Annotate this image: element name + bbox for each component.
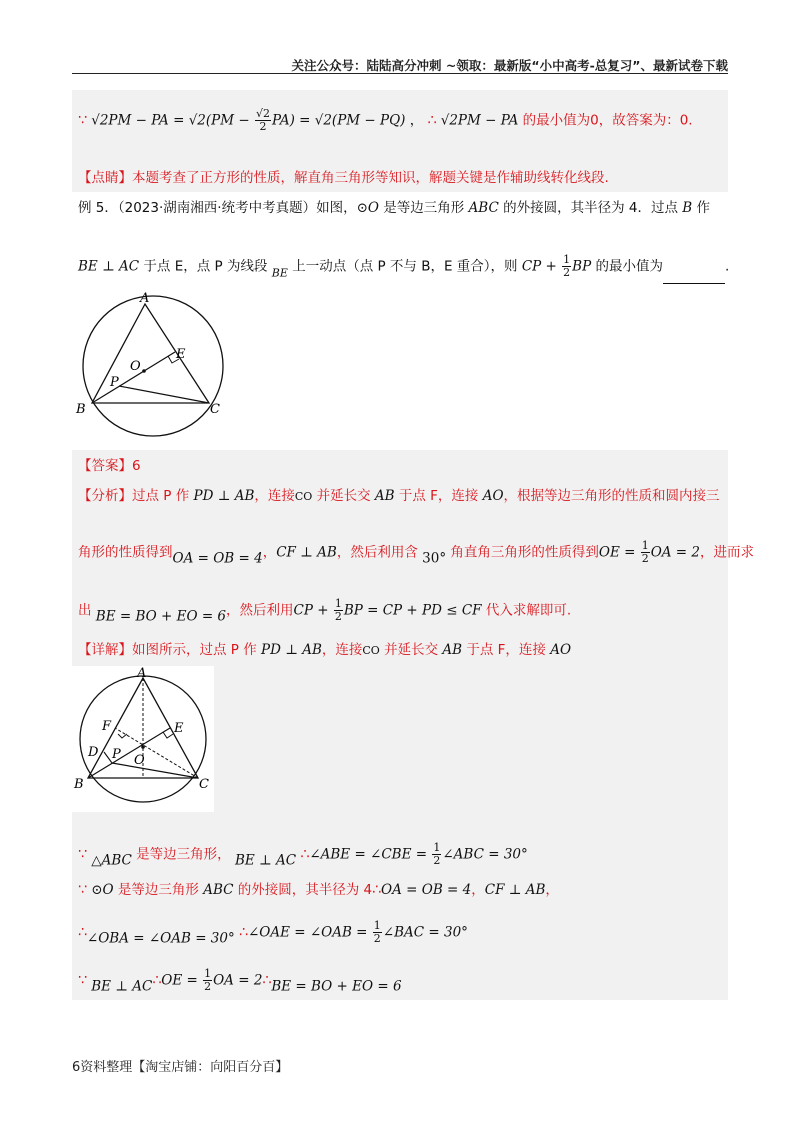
math: BE = BO + EO = 6 [271,978,402,995]
problem-line-2 [78,254,729,284]
expression: √2PM − PA [440,112,519,129]
analysis-text: 并延长交 [312,488,375,504]
detail-tag: 【详解】 [78,642,132,658]
equation-part: √2PM − PA = √2(PM − [91,112,254,129]
therefore-symbol: ∴ [262,972,272,989]
label-D: D [88,745,99,760]
math: OA = OB = 4 [381,882,472,898]
label-F: F [102,719,112,734]
analysis-text: ，根据等边三角形的性质和圆内接三 [503,488,720,504]
point-b: B [682,200,693,216]
analysis-text: 于点 F，连接 [394,488,483,504]
math: CF ⊥ AB [484,882,546,898]
math: BP = CP + PD ≤ CF [343,602,482,619]
label-B: B [74,777,84,792]
analysis-line-1 [78,486,720,507]
math: OA = 2 [650,544,701,561]
comment-text: 本题考查了正方形的性质，解直角三角形等知识，解题关键是作辅助线转化线段. [132,170,609,186]
analysis-text: ，然后利用含 [336,544,423,561]
step-text: 的外接圆，其半径为 4 [233,882,373,898]
center-dot [142,369,146,373]
fraction-den: 2 [259,120,267,133]
analysis-text: ，然后利用 [226,602,294,619]
problem-line-1 [78,198,710,218]
expr-bp: BP [572,258,592,275]
answer-value: 6 [132,458,141,474]
fraction-num: 1 [563,253,571,266]
step-text: ， [471,882,485,898]
fraction [203,968,212,993]
step-text: 是等边三角形， [131,846,231,863]
fraction-den: 2 [641,552,649,565]
detail-text: 并延长交 [379,642,443,658]
label-P: P [112,747,121,762]
step-text: 是等边三角形 [113,882,204,898]
analysis-line-2 [78,540,754,569]
label-A: A [140,291,150,306]
therefore-symbol: ∴ [239,924,248,941]
problem-text: 于点 E，点 P 为线段 [139,258,272,275]
problem-text: 的外接圆，其半径为 4．过点 [498,200,683,216]
fraction-num: 1 [204,967,212,980]
fraction-half [562,254,571,279]
math: △ABC [91,852,132,869]
therefore-symbol: ∴ [78,924,87,941]
problem-text: 的最小值为 [591,258,663,275]
label-O: O [134,753,145,768]
therefore-symbol: ∴ [427,112,437,129]
comment-line [78,168,609,188]
step-1 [78,842,528,871]
answer-tag: 【答案】 [78,458,132,474]
fraction [432,842,441,867]
right-angle-mark [118,734,127,738]
detail-text: ，连接 [321,642,363,658]
therefore-symbol: ∴ [372,882,382,898]
conclusion-text: 的最小值为0，故答案为：0. [522,112,693,129]
analysis-text: ，连接 [254,488,295,504]
math: ∠ABC = 30° [442,846,528,863]
label-C: C [210,402,220,417]
segment-pc [112,763,198,778]
step-2 [78,880,559,900]
step-text: ， [545,882,559,898]
perp-be-ac: BE ⊥ AC [78,258,140,275]
fraction-den: 2 [433,854,441,867]
analysis-text: 角直角三角形的性质得到 [446,544,599,561]
label-E: E [176,347,186,362]
analysis-text: 角形的性质得到 [78,544,173,561]
analysis-tag: 【分析】 [78,488,132,504]
math: AB [442,642,463,658]
fraction-num: √2 [255,107,270,120]
math: OE = [598,544,640,561]
math: CO [362,644,380,657]
because-symbol: ∵ [78,882,87,898]
answer-line [78,456,141,476]
label-P: P [110,375,119,390]
math: ∠OAE = ∠OAB = [247,924,372,941]
because-symbol: ∵ [78,972,87,989]
math: ⊙O [91,882,114,898]
math: ∠ABE = ∠CBE = [309,846,432,863]
analysis-text: ， [262,544,277,561]
problem-label: 例 5．（2023·湖南湘西·统考中考真题）如图， [78,200,357,216]
detail-text: 如图所示，过点 P 作 [132,642,262,658]
page-footer [72,1056,288,1075]
math: ABC [203,882,234,898]
header-divider [72,73,728,74]
fraction-den: 2 [204,980,212,993]
math: CF ⊥ AB [276,544,337,561]
math: ∠BAC = 30° [382,924,468,941]
math: PD ⊥ AB [261,642,322,658]
comment-tag: 【点睛】 [78,170,132,186]
page-header: 关注公众号：陆陆高分冲刺 ~领取：最新版“小中高考-总复习”、最新试卷下载 [291,58,728,73]
expr-cp: CP + [521,258,562,275]
center-dot [141,745,145,749]
math: OA = OB = 4 [172,550,263,567]
label-E: E [174,721,184,736]
therefore-symbol: ∴ [300,846,310,863]
math: AO [550,642,572,658]
step-3 [78,920,468,949]
math: OA = 2 [213,972,263,989]
fraction [641,540,650,565]
figure-2-construction [72,666,214,812]
label-B: B [76,402,86,417]
analysis-line-3 [78,598,571,627]
figure-1-circle-triangle [72,290,232,440]
math: AO [482,488,504,504]
right-angle-mark [163,732,173,738]
circle-o: ⊙O [356,200,379,216]
analysis-text: ，进而求 [700,544,755,561]
math: 30° [422,550,447,567]
fraction [334,598,343,623]
analysis-text: 代入求解即可. [481,602,572,619]
fraction-num: 1 [433,841,441,854]
problem-text: 上一动点（点 P 不与 B，E 重合），则 [287,258,522,275]
because-symbol: ∵ [78,846,87,863]
math: CO [294,490,313,503]
segment-pc [119,386,209,403]
triangle-abc: ABC [468,200,499,216]
fraction [373,920,382,945]
fraction-den: 2 [334,610,342,623]
footer-text: 资料整理【淘宝店铺：向阳百分百】 [80,1060,289,1075]
problem-text: 是等边三角形 [378,200,469,216]
problem-text: 作 [692,200,710,216]
page-number: 6 [72,1060,81,1075]
fraction-den: 2 [563,266,571,279]
label-A: A [137,666,147,681]
math: BE ⊥ AC [91,978,153,995]
therefore-symbol: ∴ [152,972,162,989]
math: BE ⊥ AC [234,852,297,869]
period: . [724,258,730,275]
math: BE = BO + EO = 6 [95,608,227,625]
detail-line [78,640,571,661]
equation-part: PA) = √2(PM − PQ) [271,112,406,129]
math: PD ⊥ AB [193,488,255,504]
step-4 [78,968,402,997]
label-C: C [199,777,209,792]
fraction-num: 1 [373,919,381,932]
answer-blank [663,269,725,284]
fraction [255,108,271,133]
top-solution-line [78,108,693,133]
math: CP + [293,602,333,619]
label-O: O [130,359,141,374]
segment-pd [104,752,112,763]
math: OE = [161,972,203,989]
because-symbol: ∵ [78,112,87,129]
comma: ， [409,112,424,129]
segment-be: BE [271,266,288,280]
math: ∠OBA = ∠OAB = 30° [86,930,235,947]
analysis-text: 出 [78,602,96,619]
fraction-den: 2 [373,932,381,945]
detail-text: 于点 F，连接 [462,642,551,658]
analysis-text: 过点 P 作 [132,488,194,504]
math: AB [374,488,395,504]
fraction-num: 1 [334,597,342,610]
fraction-num: 1 [641,539,649,552]
